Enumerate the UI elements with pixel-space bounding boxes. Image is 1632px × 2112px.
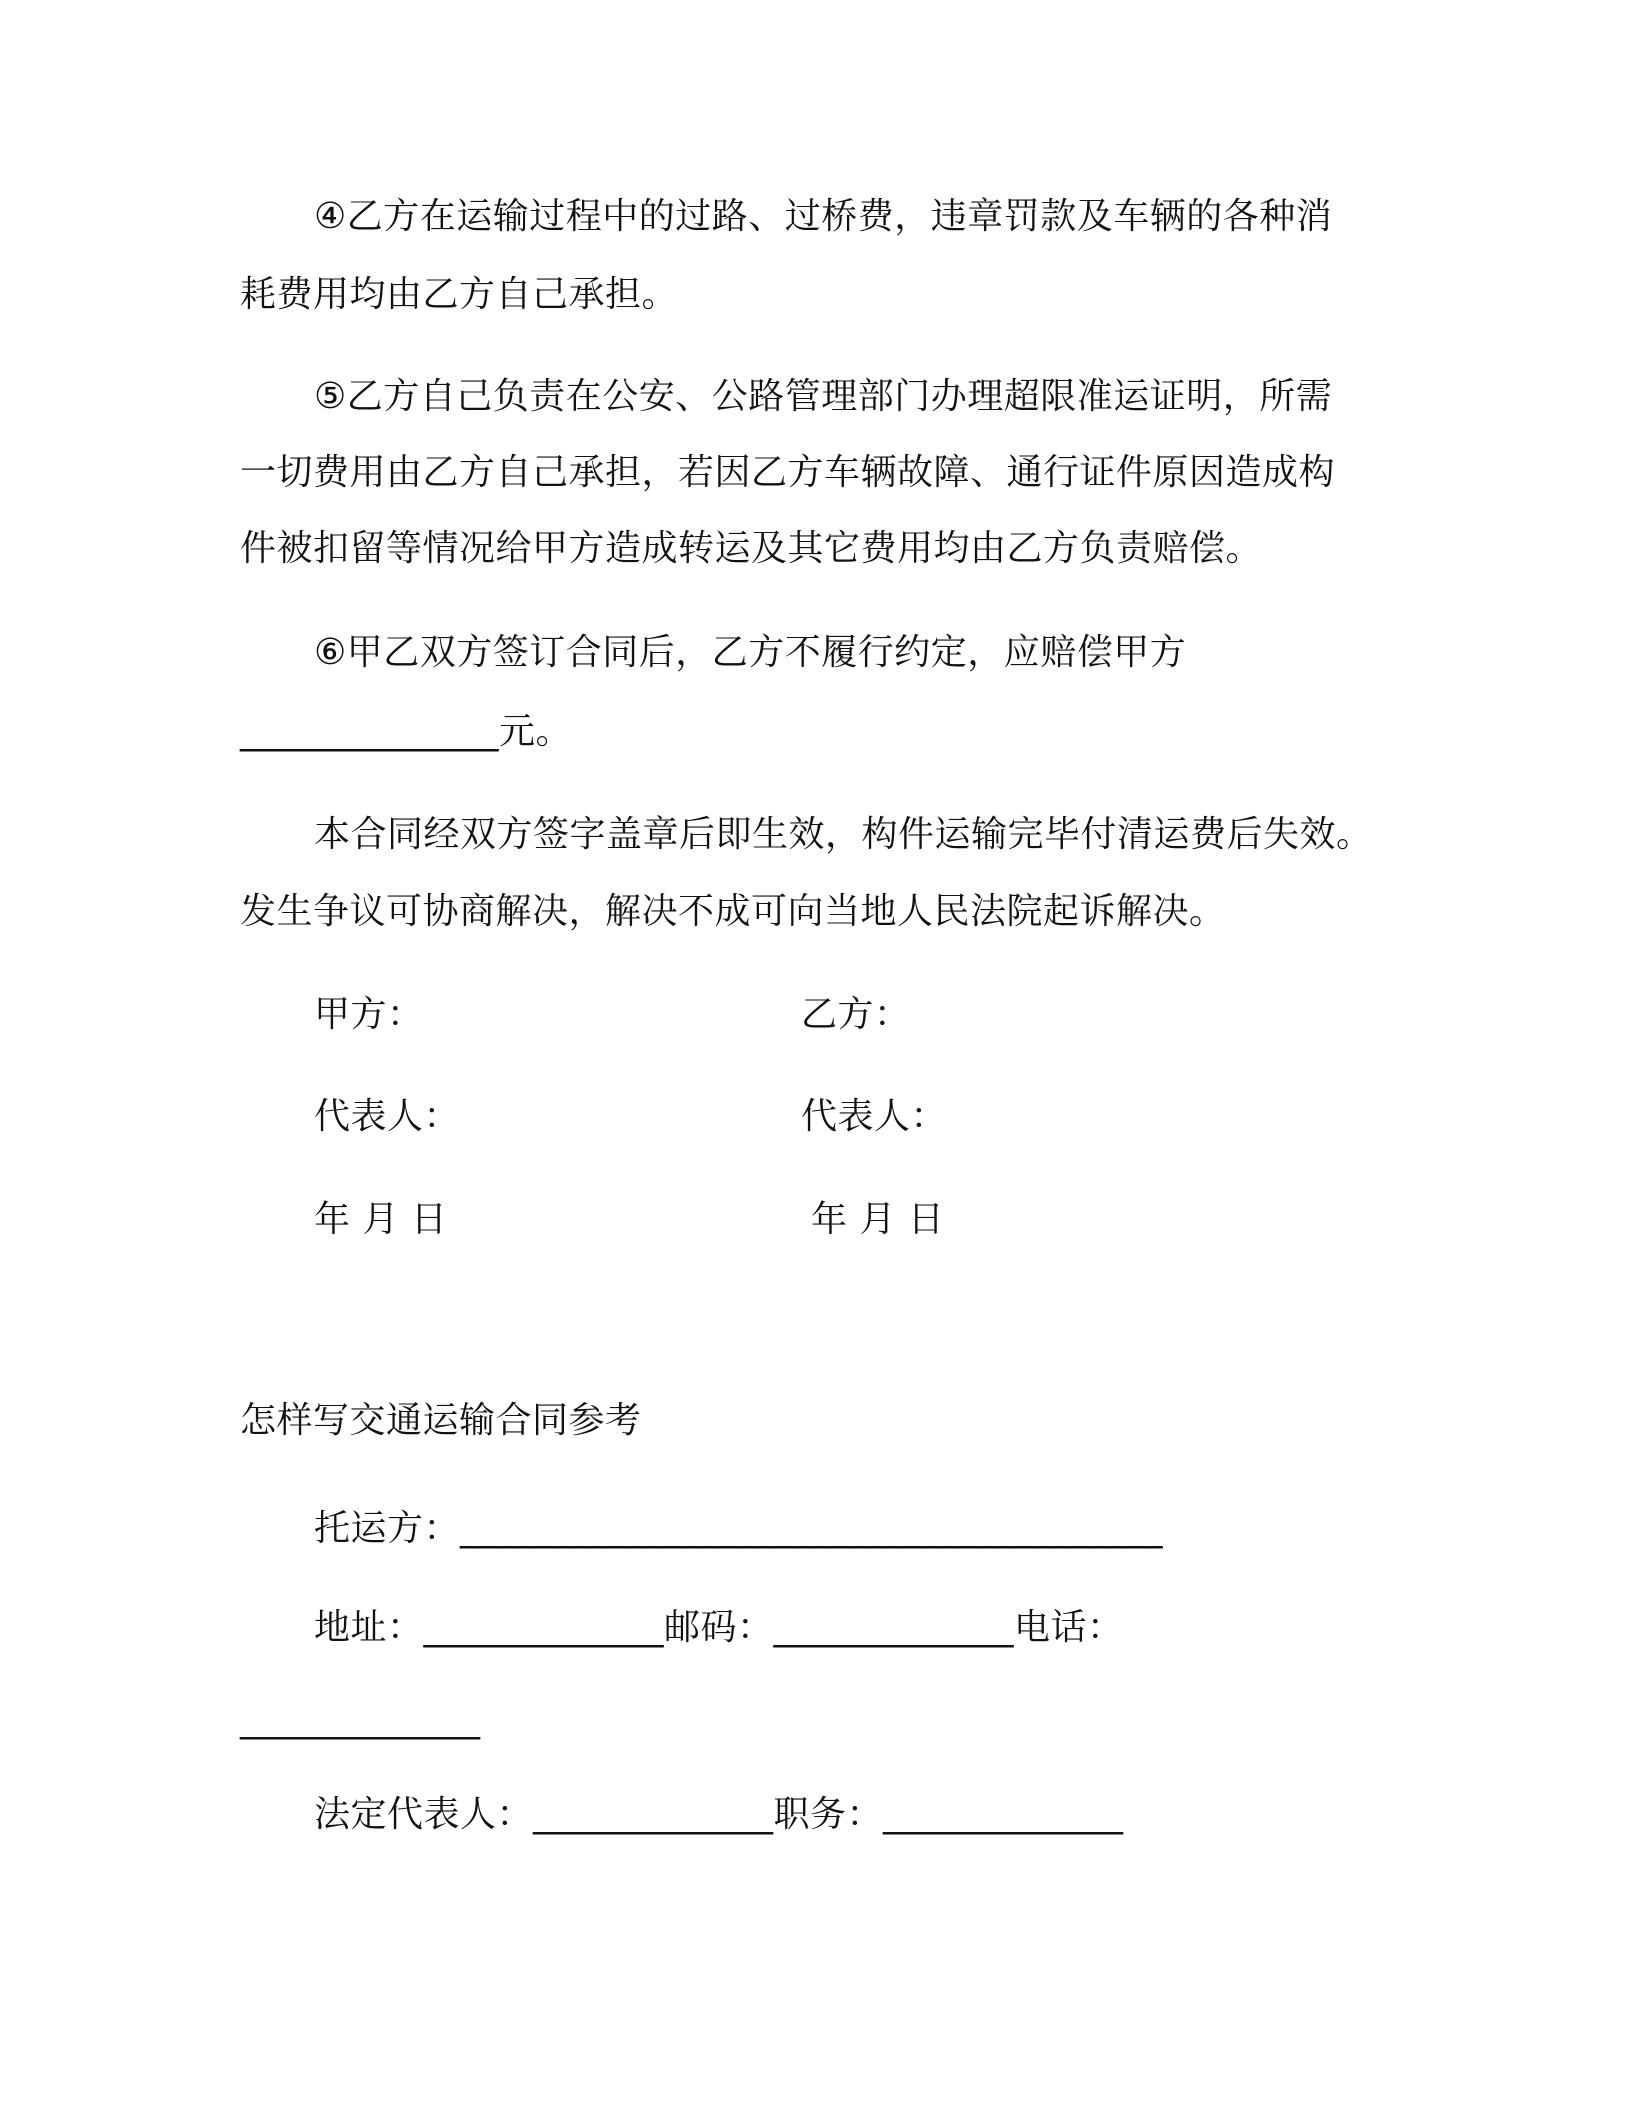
- legal-rep-line: 法定代表人：_____________职务：_____________: [314, 1794, 1124, 1835]
- clause-4-line-1: ④乙方在运输过程中的过路、过桥费，违章罚款及车辆的各种消: [314, 196, 1333, 237]
- address-line: 地址：_____________邮码：_____________电话：: [314, 1607, 1124, 1648]
- clause-6-line-2: ______________元。: [240, 711, 573, 752]
- clause-5-line-3: 件被扣留等情况给甲方造成转运及其它费用均由乙方负责赔偿。: [240, 528, 1263, 569]
- date-b-label: 年 月 日: [811, 1199, 945, 1240]
- party-a-label: 甲方：: [314, 994, 424, 1035]
- clause-5-line-2: 一切费用由乙方自己承担，若因乙方车辆故障、通行证件原因造成构: [240, 452, 1336, 493]
- phone-blank: _____________: [240, 1699, 481, 1740]
- validity-line-2: 发生争议可协商解决，解决不成可向当地人民法院起诉解决。: [240, 891, 1226, 932]
- clause-6-line-1: ⑥甲乙双方签订合同后，乙方不履行约定，应赔偿甲方: [314, 632, 1187, 673]
- consignor-line: 托运方：______________________________________: [314, 1508, 1164, 1549]
- clause-4-line-2: 耗费用均由乙方自己承担。: [240, 274, 679, 315]
- clause-5-line-1: ⑤乙方自己负责在公安、公路管理部门办理超限准运证明，所需: [314, 376, 1333, 417]
- party-b-label: 乙方：: [801, 994, 911, 1035]
- date-a-label: 年 月 日: [314, 1199, 448, 1240]
- reference-title: 怎样写交通运输合同参考: [240, 1400, 642, 1441]
- rep-b-label: 代表人：: [801, 1096, 948, 1137]
- rep-a-label: 代表人：: [314, 1096, 461, 1137]
- validity-line-1: 本合同经双方签字盖章后即生效，构件运输完毕付清运费后失效。: [314, 814, 1373, 855]
